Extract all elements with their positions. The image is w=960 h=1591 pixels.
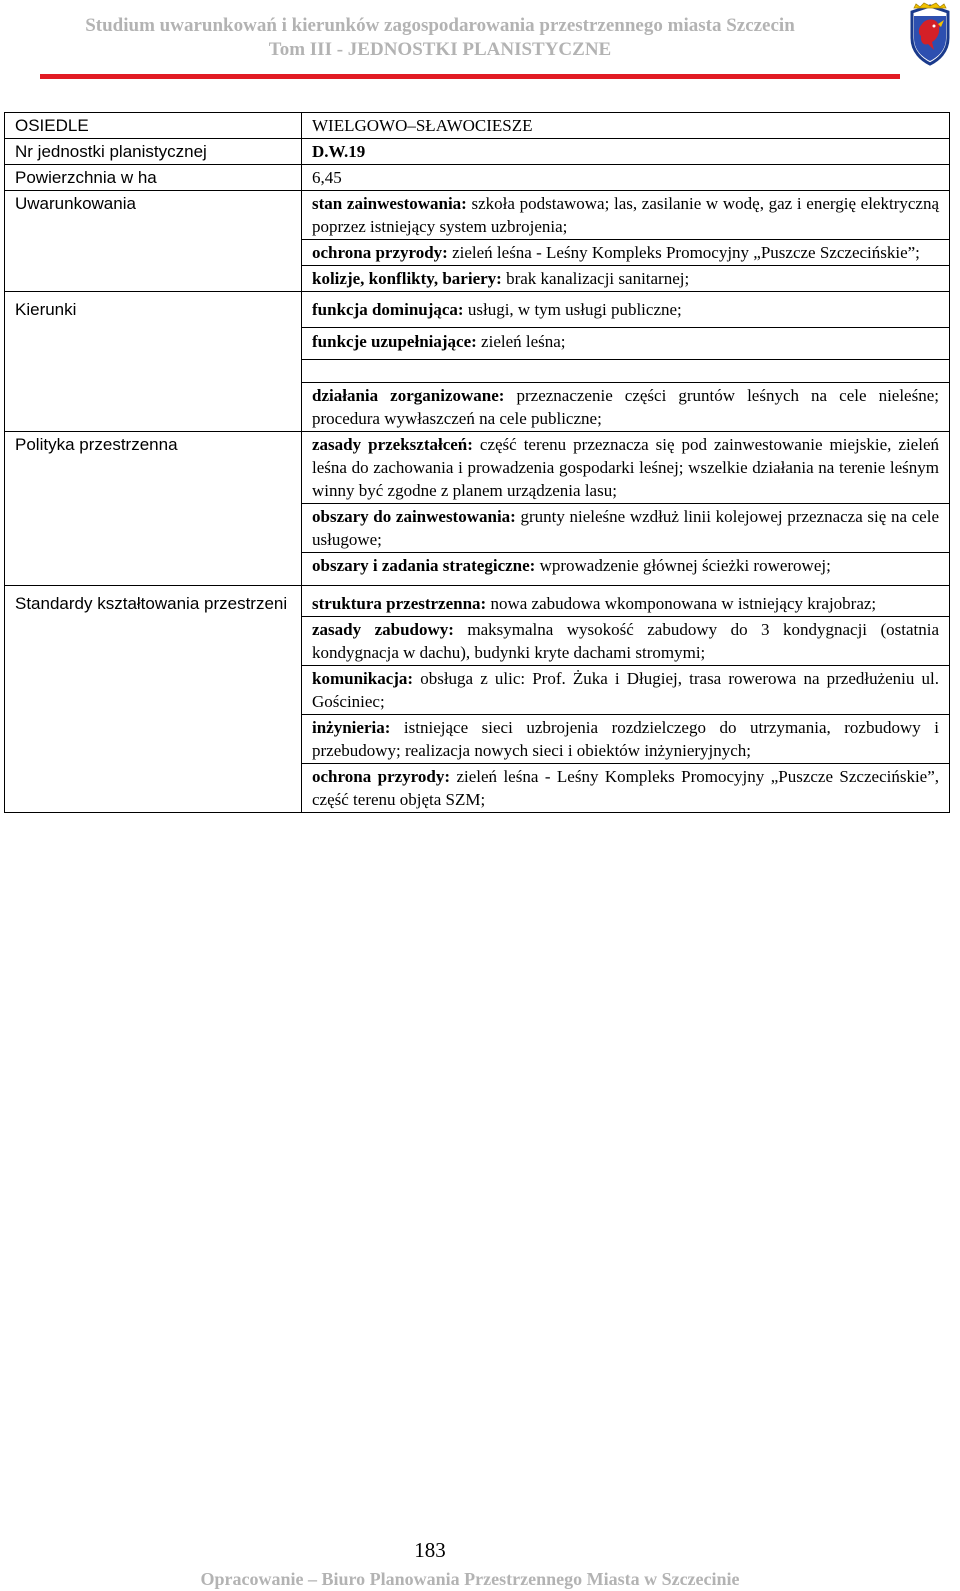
header-volume: Tom III - JEDNOSTKI PLANISTYCZNE	[268, 39, 612, 60]
page-number: 183	[414, 1538, 446, 1562]
table-row	[5, 113, 950, 139]
table-row	[5, 292, 950, 328]
directions-item: funkcje uzupełniające: zieleń leśna;	[302, 328, 950, 360]
policy-label: Polityka przestrzenna	[5, 432, 302, 586]
document-header	[0, 14, 880, 62]
directions-label: Kierunki	[5, 292, 302, 432]
footer-credit: Opracowanie – Biuro Planowania Przestrzennego Miasta w Szczecinie	[200, 1569, 740, 1589]
policy-item: zasady przekształceń: część terenu przeznacza się pod zainwestowanie miejskie, zieleń leśna do zachowania i prowadzenia gospodarki leśnej; wszelkie działania na terenie leśnym winny być zgodne z planem urządzenia lasu;	[302, 432, 950, 504]
area-label: Powierzchnia w ha	[5, 165, 302, 191]
area-value: 6,45	[302, 165, 950, 191]
planning-unit-table	[4, 112, 950, 813]
standards-label: Standardy kształtowania przestrzeni	[5, 586, 302, 813]
policy-item: obszary i zadania strategiczne: wprowadzenie głównej ścieżki rowerowej;	[302, 553, 950, 586]
osiedle-value: WIELGOWO–SŁAWOCIESZE	[302, 113, 950, 139]
unit-number-value: D.W.19	[302, 139, 950, 165]
unit-number-label: Nr jednostki planistycznej	[5, 139, 302, 165]
conditions-label: Uwarunkowania	[5, 191, 302, 292]
table-row	[5, 191, 950, 240]
table-row	[5, 165, 950, 191]
spacer-cell	[302, 360, 950, 383]
standards-item: inżynieria: istniejące sieci uzbrojenia rozdzielczego do utrzymania, rozbudowy i przebudowy; realizacja nowych sieci i obiektów inżynieryjnych;	[302, 715, 950, 764]
standards-item: ochrona przyrody: zieleń leśna - Leśny Kompleks Promocyjny „Puszcze Szczecińskie”, część terenu objęta SZM;	[302, 764, 950, 813]
table-row	[5, 139, 950, 165]
table-row	[5, 586, 950, 617]
header-rule	[40, 74, 900, 79]
conditions-item: stan zainwestowania: szkoła podstawowa; las, zasilanie w wodę, gaz i energię elektryczną poprzez istniejący system uzbrojenia;	[302, 191, 950, 240]
conditions-item: kolizje, konflikty, bariery: brak kanalizacji sanitarnej;	[302, 266, 950, 292]
directions-item: funkcja dominująca: usługi, w tym usługi publiczne;	[302, 292, 950, 328]
header-title: Studium uwarunkowań i kierunków zagospodarowania przestrzennego miasta Szczecin	[85, 15, 795, 36]
policy-item: obszary do zainwestowania: grunty nieleśne wzdłuż linii kolejowej przeznacza się na cele usługowe;	[302, 504, 950, 553]
standards-item: komunikacja: obsługa z ulic: Prof. Żuka i Długiej, trasa rowerowa na przedłużeniu ul. Gościniec;	[302, 666, 950, 715]
table-row	[5, 432, 950, 504]
standards-item: zasady zabudowy: maksymalna wysokość zabudowy do 3 kondygnacji (ostatnia kondygnacja w dachu), budynki kryte dachami stromymi;	[302, 617, 950, 666]
policy-item: działania zorganizowane: przeznaczenie części gruntów leśnych na cele nieleśne; procedura wywłaszczeń na cele publiczne;	[302, 383, 950, 432]
osiedle-label: OSIEDLE	[5, 113, 302, 139]
szczecin-coat-of-arms-icon	[904, 2, 956, 68]
standards-item: struktura przestrzenna: nowa zabudowa wkomponowana w istniejący krajobraz;	[302, 586, 950, 617]
conditions-item: ochrona przyrody: zieleń leśna - Leśny Kompleks Promocyjny „Puszcze Szczecińskie”;	[302, 240, 950, 266]
